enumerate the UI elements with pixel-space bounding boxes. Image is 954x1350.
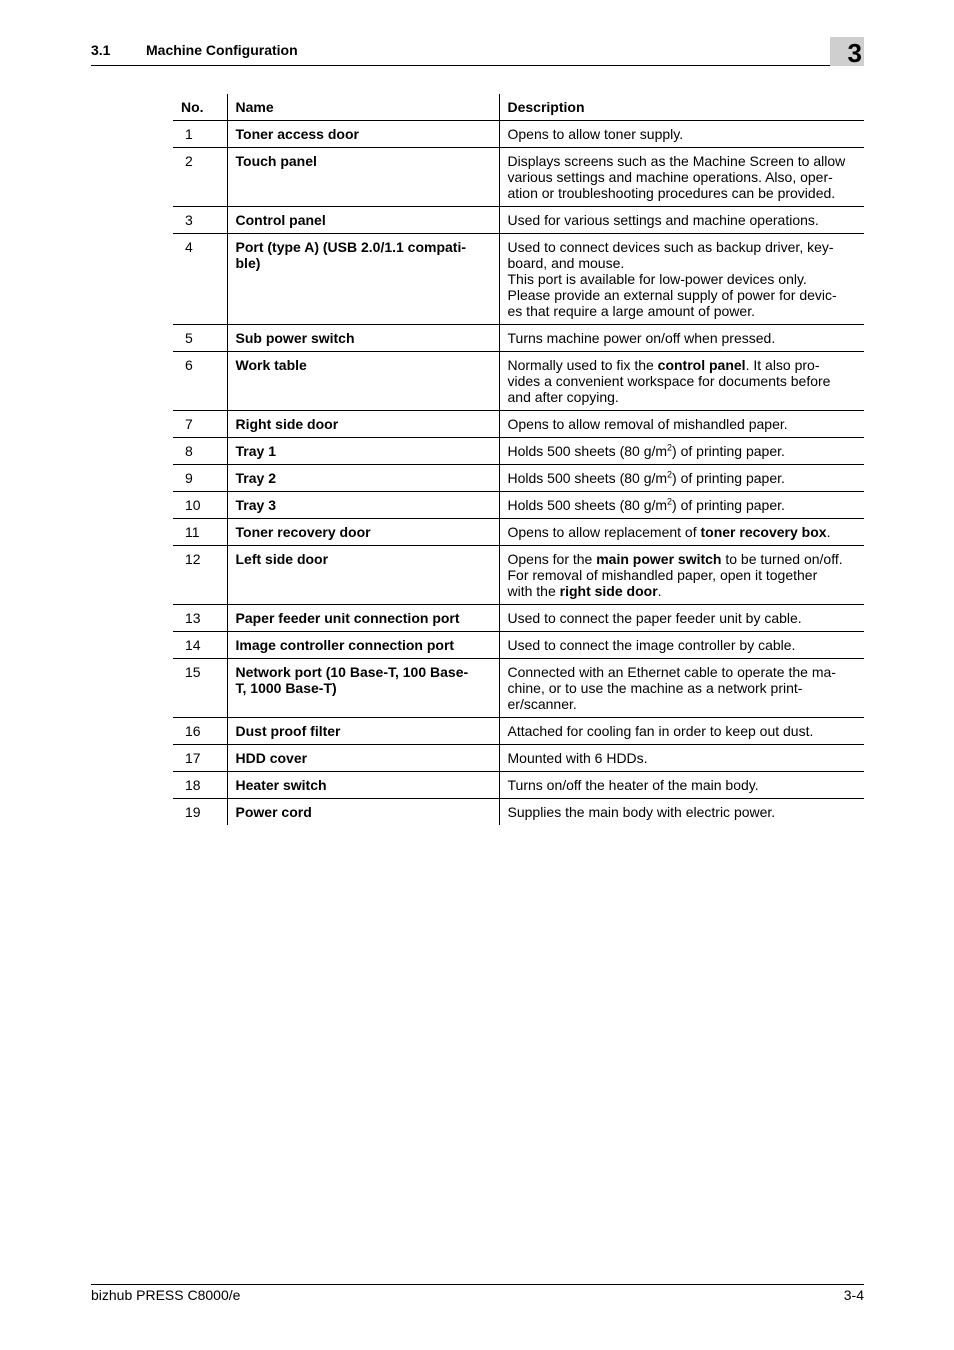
description-line: vides a convenient workspace for documents before xyxy=(507,373,831,389)
description-line: Used to connect the image controller by cable. xyxy=(507,637,796,653)
description-line: er/scanner. xyxy=(507,696,577,712)
description-emphasis: toner recovery box xyxy=(700,524,827,540)
component-description xyxy=(499,234,864,325)
table-row xyxy=(173,325,864,352)
table-row xyxy=(173,546,864,605)
header-divider xyxy=(91,65,864,66)
table-row xyxy=(173,799,864,826)
row-number: 5 xyxy=(185,330,193,346)
description-line xyxy=(508,551,857,567)
description-line: Used to connect the paper feeder unit by cable. xyxy=(507,610,802,626)
component-name: Power cord xyxy=(227,799,499,826)
column-header-description: Description xyxy=(499,94,864,121)
description-line: Used for various settings and machine operations. xyxy=(507,212,819,228)
table-row xyxy=(173,492,864,519)
table-header-row xyxy=(173,94,864,121)
component-name: HDD cover xyxy=(227,745,499,772)
description-line: and after copying. xyxy=(507,389,619,405)
description-text: Opens for the xyxy=(507,551,597,567)
row-number: 12 xyxy=(185,551,201,567)
component-name: Paper feeder unit connection port xyxy=(227,605,499,632)
description-line xyxy=(508,357,857,373)
component-name: Network port (10 Base-T, 100 Base- T, 1000 Base-T) xyxy=(227,659,499,718)
description-line: es that require a large amount of power. xyxy=(507,303,755,319)
component-description xyxy=(499,121,864,148)
row-number: 2 xyxy=(185,153,193,169)
row-number: 4 xyxy=(185,239,193,255)
description-text: ) of printing paper. xyxy=(672,443,785,459)
table-row xyxy=(173,207,864,234)
description-text: . xyxy=(826,524,831,540)
row-number: 6 xyxy=(185,357,193,373)
component-name: Work table xyxy=(227,352,499,411)
component-description xyxy=(499,799,864,826)
component-name: Tray 3 xyxy=(227,492,499,519)
component-description xyxy=(499,632,864,659)
description-line xyxy=(508,497,857,513)
description-line: Used to connect devices such as backup driver, key- xyxy=(507,239,834,255)
description-line: Turns on/off the heater of the main body. xyxy=(507,777,759,793)
description-text: to be turned on/off. xyxy=(721,551,843,567)
description-line: Mounted with 6 HDDs. xyxy=(507,750,648,766)
footer-divider xyxy=(91,1284,864,1285)
table-row xyxy=(173,121,864,148)
component-description xyxy=(499,352,864,411)
description-line: various settings and machine operations. Also, oper- xyxy=(507,169,833,185)
row-number: 13 xyxy=(185,610,201,626)
description-text: with the xyxy=(507,583,560,599)
component-name: Toner recovery door xyxy=(227,519,499,546)
description-text: Holds 500 sheets (80 g/m xyxy=(507,470,668,486)
component-description xyxy=(499,148,864,207)
machine-configuration-table xyxy=(173,94,864,825)
description-line: Please provide an external supply of power for devic- xyxy=(507,287,837,303)
chapter-number: 3 xyxy=(847,38,862,68)
table-row xyxy=(173,234,864,325)
description-line: Turns machine power on/off when pressed. xyxy=(507,330,776,346)
description-line xyxy=(508,443,857,459)
component-name: Toner access door xyxy=(227,121,499,148)
component-description xyxy=(499,325,864,352)
description-line: This port is available for low-power devices only. xyxy=(507,271,807,287)
table-row xyxy=(173,148,864,207)
row-number: 1 xyxy=(185,126,193,142)
component-name: Dust proof filter xyxy=(227,718,499,745)
superscript: 2 xyxy=(667,496,673,507)
row-number: 15 xyxy=(185,664,201,680)
description-text: ) of printing paper. xyxy=(672,497,785,513)
table-row xyxy=(173,659,864,718)
table-row xyxy=(173,411,864,438)
row-number: 8 xyxy=(185,443,193,459)
row-number: 7 xyxy=(185,416,193,432)
component-name: Control panel xyxy=(227,207,499,234)
description-line: Supplies the main body with electric power. xyxy=(507,804,776,820)
table-row xyxy=(173,605,864,632)
table-row xyxy=(173,772,864,799)
row-number: 9 xyxy=(185,470,193,486)
component-name: Heater switch xyxy=(227,772,499,799)
row-number: 11 xyxy=(185,524,200,540)
component-description xyxy=(499,546,864,605)
component-name: Port (type A) (USB 2.0/1.1 compati- ble) xyxy=(227,234,499,325)
component-description xyxy=(499,718,864,745)
superscript: 2 xyxy=(667,469,673,480)
component-description xyxy=(499,772,864,799)
description-text: . It also pro- xyxy=(745,357,820,373)
row-number: 18 xyxy=(185,777,201,793)
description-text: Opens to allow replacement of xyxy=(507,524,701,540)
description-line: board, and mouse. xyxy=(507,255,625,271)
section-number: 3.1 xyxy=(91,42,111,58)
description-line: Connected with an Ethernet cable to operate the ma- xyxy=(507,664,836,680)
component-name: Tray 2 xyxy=(227,465,499,492)
description-line xyxy=(508,524,857,540)
page-number: 3-4 xyxy=(843,1287,864,1303)
component-description xyxy=(499,465,864,492)
component-name: Image controller connection port xyxy=(227,632,499,659)
component-description xyxy=(499,605,864,632)
row-number: 14 xyxy=(185,637,201,653)
description-text: ) of printing paper. xyxy=(672,470,785,486)
component-name: Right side door xyxy=(227,411,499,438)
table-row xyxy=(173,745,864,772)
table-row xyxy=(173,352,864,411)
chapter-badge xyxy=(830,37,864,66)
description-emphasis: main power switch xyxy=(596,551,722,567)
component-description xyxy=(499,411,864,438)
column-header-name: Name xyxy=(227,94,499,121)
row-number: 10 xyxy=(185,497,201,513)
description-text: Holds 500 sheets (80 g/m xyxy=(507,443,668,459)
description-emphasis: right side door xyxy=(559,583,658,599)
row-number: 19 xyxy=(185,804,201,820)
component-description xyxy=(499,207,864,234)
description-line: ation or troubleshooting procedures can be provided. xyxy=(507,185,836,201)
table-row xyxy=(173,718,864,745)
component-name: Left side door xyxy=(227,546,499,605)
component-description xyxy=(499,438,864,465)
component-description xyxy=(499,745,864,772)
component-name: Touch panel xyxy=(227,148,499,207)
row-number: 16 xyxy=(185,723,201,739)
description-text: . xyxy=(657,583,662,599)
description-text: Normally used to fix the xyxy=(507,357,658,373)
description-line xyxy=(508,583,857,599)
table-row xyxy=(173,519,864,546)
product-name: bizhub PRESS C8000/e xyxy=(91,1287,241,1303)
description-line: Opens to allow toner supply. xyxy=(507,126,684,142)
description-line: For removal of mishandled paper, open it together xyxy=(507,567,818,583)
table-row xyxy=(173,632,864,659)
row-number: 3 xyxy=(185,212,193,228)
description-line xyxy=(508,470,857,486)
description-line: Opens to allow removal of mishandled paper. xyxy=(507,416,788,432)
table-row xyxy=(173,465,864,492)
superscript: 2 xyxy=(667,442,673,453)
row-number: 17 xyxy=(185,750,201,766)
component-description xyxy=(499,659,864,718)
description-emphasis: control panel xyxy=(657,357,746,373)
component-description xyxy=(499,492,864,519)
description-line: Displays screens such as the Machine Screen to allow xyxy=(507,153,846,169)
component-description xyxy=(499,519,864,546)
description-line: chine, or to use the machine as a network print- xyxy=(507,680,803,696)
description-text: Holds 500 sheets (80 g/m xyxy=(507,497,668,513)
column-header-no: No. xyxy=(181,99,204,115)
page-header xyxy=(91,40,864,66)
section-title: Machine Configuration xyxy=(146,42,298,58)
component-name: Sub power switch xyxy=(227,325,499,352)
description-line: Attached for cooling fan in order to keep out dust. xyxy=(507,723,814,739)
table-row xyxy=(173,438,864,465)
component-name: Tray 1 xyxy=(227,438,499,465)
